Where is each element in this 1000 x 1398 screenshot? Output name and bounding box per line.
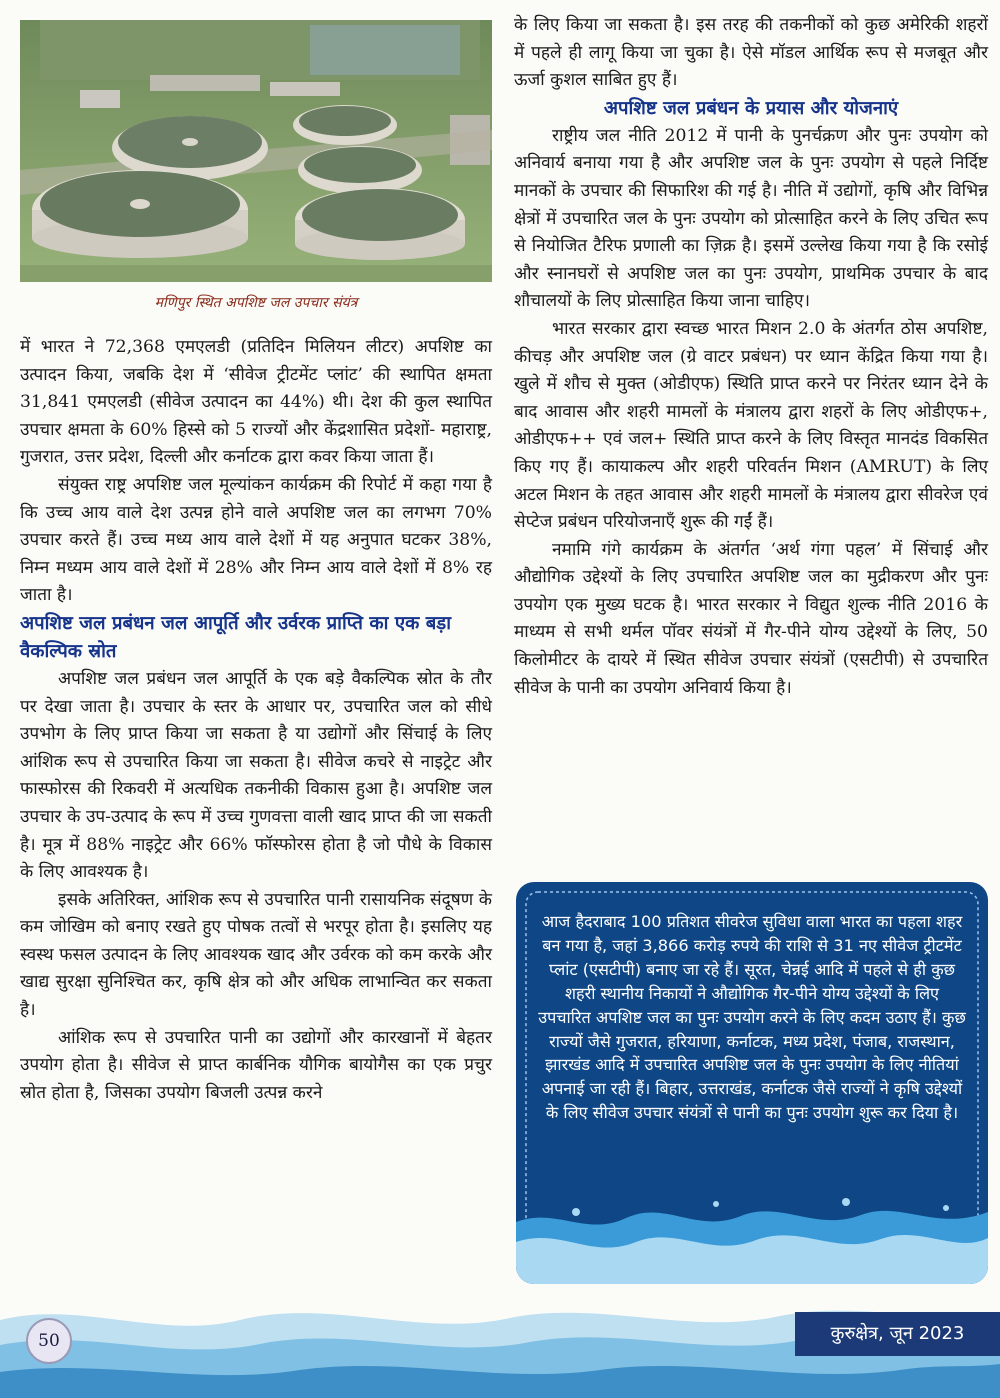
right-paragraph-4: नमामि गंगे कार्यक्रम के अंतर्गत ‘अर्थ गंगा पहल’ में सिंचाई और औद्योगिक उद्देश्यों के लिए उपचारित अपशिष्ट जल का मुद्रीकरण और पुनः उपयोग एक मुख्य घटक है। भारत सरकार ने विद्युत शुल्क नीति 2016 के माध्यम से सभी थर्मल पॉवर संयंत्रों में गैर-पीने योग्य उद्देश्यों के लिए, 50 किलोमीटर के दायरे में स्थित सीवेज उपचार संयंत्रों (एसटीपी) से उपचारित सीवेज के पानी का उपयोग अनिवार्य किया है। [514, 539, 988, 698]
issue-label: कुरुक्षेत्र, जून 2023 [795, 1312, 1000, 1356]
photo-caption: मणिपुर स्थित अपशिष्ट जल उपचार संयंत्र [154, 295, 358, 311]
right-paragraph-3: भारत सरकार द्वारा स्वच्छ भारत मिशन 2.0 के अंतर्गत ठोस अपशिष्ट, कीचड़ और अपशिष्ट जल (ग्रे वाटर प्रबंधन) पर ध्यान केंद्रित किया गया है। खुले में शौच से मुक्त (ओडीएफ) स्थिति प्राप्त करने पर निरंतर ध्यान देने के बाद आवास और शहरी मामलों के मंत्रालय द्वारा शहरों के लिए ओडीएफ+, ओडीएफ++ एवं जल+ स्थिति प्राप्त करने के लिए विस्तृत मानदंड विकसित किए गए हैं। कायाकल्प और शहरी परिवर्तन मिशन (AMRUT) के लिए अटल मिशन के तहत आवास और शहरी मामलों के मंत्रालय द्वारा सीवरेज एवं सेप्टेज प्रबंधन परियोजनाएँ शुरू की गईं हैं। [514, 318, 988, 533]
left-paragraph-3: अपशिष्ट जल प्रबंधन जल आपूर्ति के एक बड़े वैकल्पिक स्रोत के तौर पर देखा जाता है। उपचार के स्तर के आधार पर, उपचारित जल को सीधे उपभोग के लिए प्राप्त किया जा सकता है या उद्योगों और सिंचाई के लिए आंशिक रूप से उपचारित किया जा सकता है। सीवेज कचरे से नाइट्रेट और फास्फोरस की रिकवरी में अत्यधिक तकनीकी विकास हुआ है। अपशिष्ट जल उपचार के उप-उत्पाद के रूप में उच्च गुणवत्ता वाली खाद प्राप्त की जा सकती है। मूत्र में 88% नाइट्रेट और 66% फॉस्फोरस होता है जो पौधे के विकास के लिए आवश्यक है। [20, 668, 492, 883]
right-paragraph-2: राष्ट्रीय जल नीति 2012 में पानी के पुनर्चक्रण और पुनः उपयोग को अनिवार्य बनाया गया है और अपशिष्ट जल के पुनः उपयोग से पहले निर्दिष्ट मानकों के उपचार की सिफारिश की गई है। नीति में उद्योगों, कृषि और विभिन्न क्षेत्रों में उपचारित जल के पुनः उपयोग को प्रोत्साहित करने के लिए उचित रूप से नियोजित टैरिफ प्रणाली का ज़िक्र है। इसमें उल्लेख किया गया है कि रसोई और स्नानघरों से अपशिष्ट जल का पुनः उपयोग, प्राथमिक उपचार के बाद शौचालयों के लिए प्रोत्साहित किया जाना चाहिए। [514, 125, 988, 312]
left-paragraph-5: आंशिक रूप से उपचारित पानी का उद्योगों और कारखानों में बेहतर उपयोग होता है। सीवेज से प्राप्त कार्बनिक यौगिक बायोगैस का एक प्रचुर स्रोत होता है, जिसका उपयोग बिजली उत्पन्न करने [20, 1027, 492, 1103]
info-box [516, 882, 988, 1284]
left-paragraph-4: इसके अतिरिक्त, आंशिक रूप से उपचारित पानी रासायनिक संदूषण के कम जोखिम को बनाए रखते हुए पोषक तत्वों से भरपूर होता है। इसलिए यह स्वस्थ फसल उत्पादन के लिए आवश्यक खाद और उर्वरक को कम करके और खाद्य सुरक्षा सुनिश्चित कर, कृषि क्षेत्र को और अधिक लाभान्वित कर सकता है। [20, 889, 492, 1021]
info-box-text: आज हैदराबाद 100 प्रतिशत सीवरेज सुविधा वाला भारत का पहला शहर बन गया है, जहां 3,866 करोड़ रुपये की राशि से 31 नए सीवेज ट्रीटमेंट प्लांट (एसटीपी) बनाए जा रहे हैं। सूरत, चेन्नई आदि में पहले से ही कुछ शहरी स्थानीय निकायों ने औद्योगिक गैर-पीने योग्य उद्देश्यों के लिए उपचारित अपशिष्ट जल का पुनः उपयोग करने के लिए कदम उठाए हैं। कुछ राज्यों जैसे गुजरात, हरियाणा, कर्नाटक, मध्य प्रदेश, पंजाब, राजस्थान, झारखंड आदि में उपचारित अपशिष्ट जल के पुनः उपयोग के लिए नीतियां अपनाई जा रही हैं। बिहार, उत्तराखंड, कर्नाटक जैसे राज्यों ने कृषि उद्देश्यों के लिए सीवेज उपचार संयंत्रों से पानी का पुनः उपयोग शुरू कर दिया है। [538, 912, 966, 1123]
left-paragraph-2: संयुक्त राष्ट्र अपशिष्ट जल मूल्यांकन कार्यक्रम की रिपोर्ट में कहा गया है कि उच्च आय वाले देश उत्पन्न होने वाले अपशिष्ट जल का लगभग 70% उपचार करते हैं। उच्च मध्य आय वाले देशों में यह अनुपात घटकर 38%, निम्न मध्यम आय वाले देशों में 28% और निम्न आय वाले देशों में 8% रह जाता है। [20, 474, 492, 606]
right-section-heading: अपशिष्ट जल प्रबंधन के प्रयास और योजनाएं [603, 97, 899, 119]
right-column [514, 12, 988, 702]
page-number: 50 [26, 1318, 72, 1364]
left-paragraph-1: में भारत ने 72,368 एमएलडी (प्रतिदिन मिलियन लीटर) अपशिष्ट का उत्पादन किया, जबकि देश में ‘सीवेज ट्रीटमेंट प्लांट’ की स्थापित क्षमता 31,841 एमएलडी (सीवेज उत्पादन का 44%) थी। देश की कुल स्थापित उपचार क्षमता के 60% हिस्से को 5 राज्यों और केंद्रशासित प्रदेशों- महाराष्ट्र, गुजरात, उत्तर प्रदेश, दिल्ली और कर्नाटक द्वारा कवर किया जाता हैं। [20, 337, 492, 468]
right-paragraph-1: के लिए किया जा सकता है। इस तरह की तकनीकों को कुछ अमेरिकी शहरों में पहले ही लागू किया जा चुका है। ऐसे मॉडल आर्थिक रूप से मजबूत और ऊर्जा कुशल साबित हुए हैं। [514, 15, 988, 91]
left-section-heading: अपशिष्ट जल प्रबंधन जल आपूर्ति और उर्वरक प्राप्ति का एक बड़ा वैकल्पिक स्रोत [20, 612, 451, 662]
treatment-plant-photo [20, 20, 492, 282]
treatment-plant-illustration [20, 20, 492, 282]
left-column [20, 334, 492, 1107]
